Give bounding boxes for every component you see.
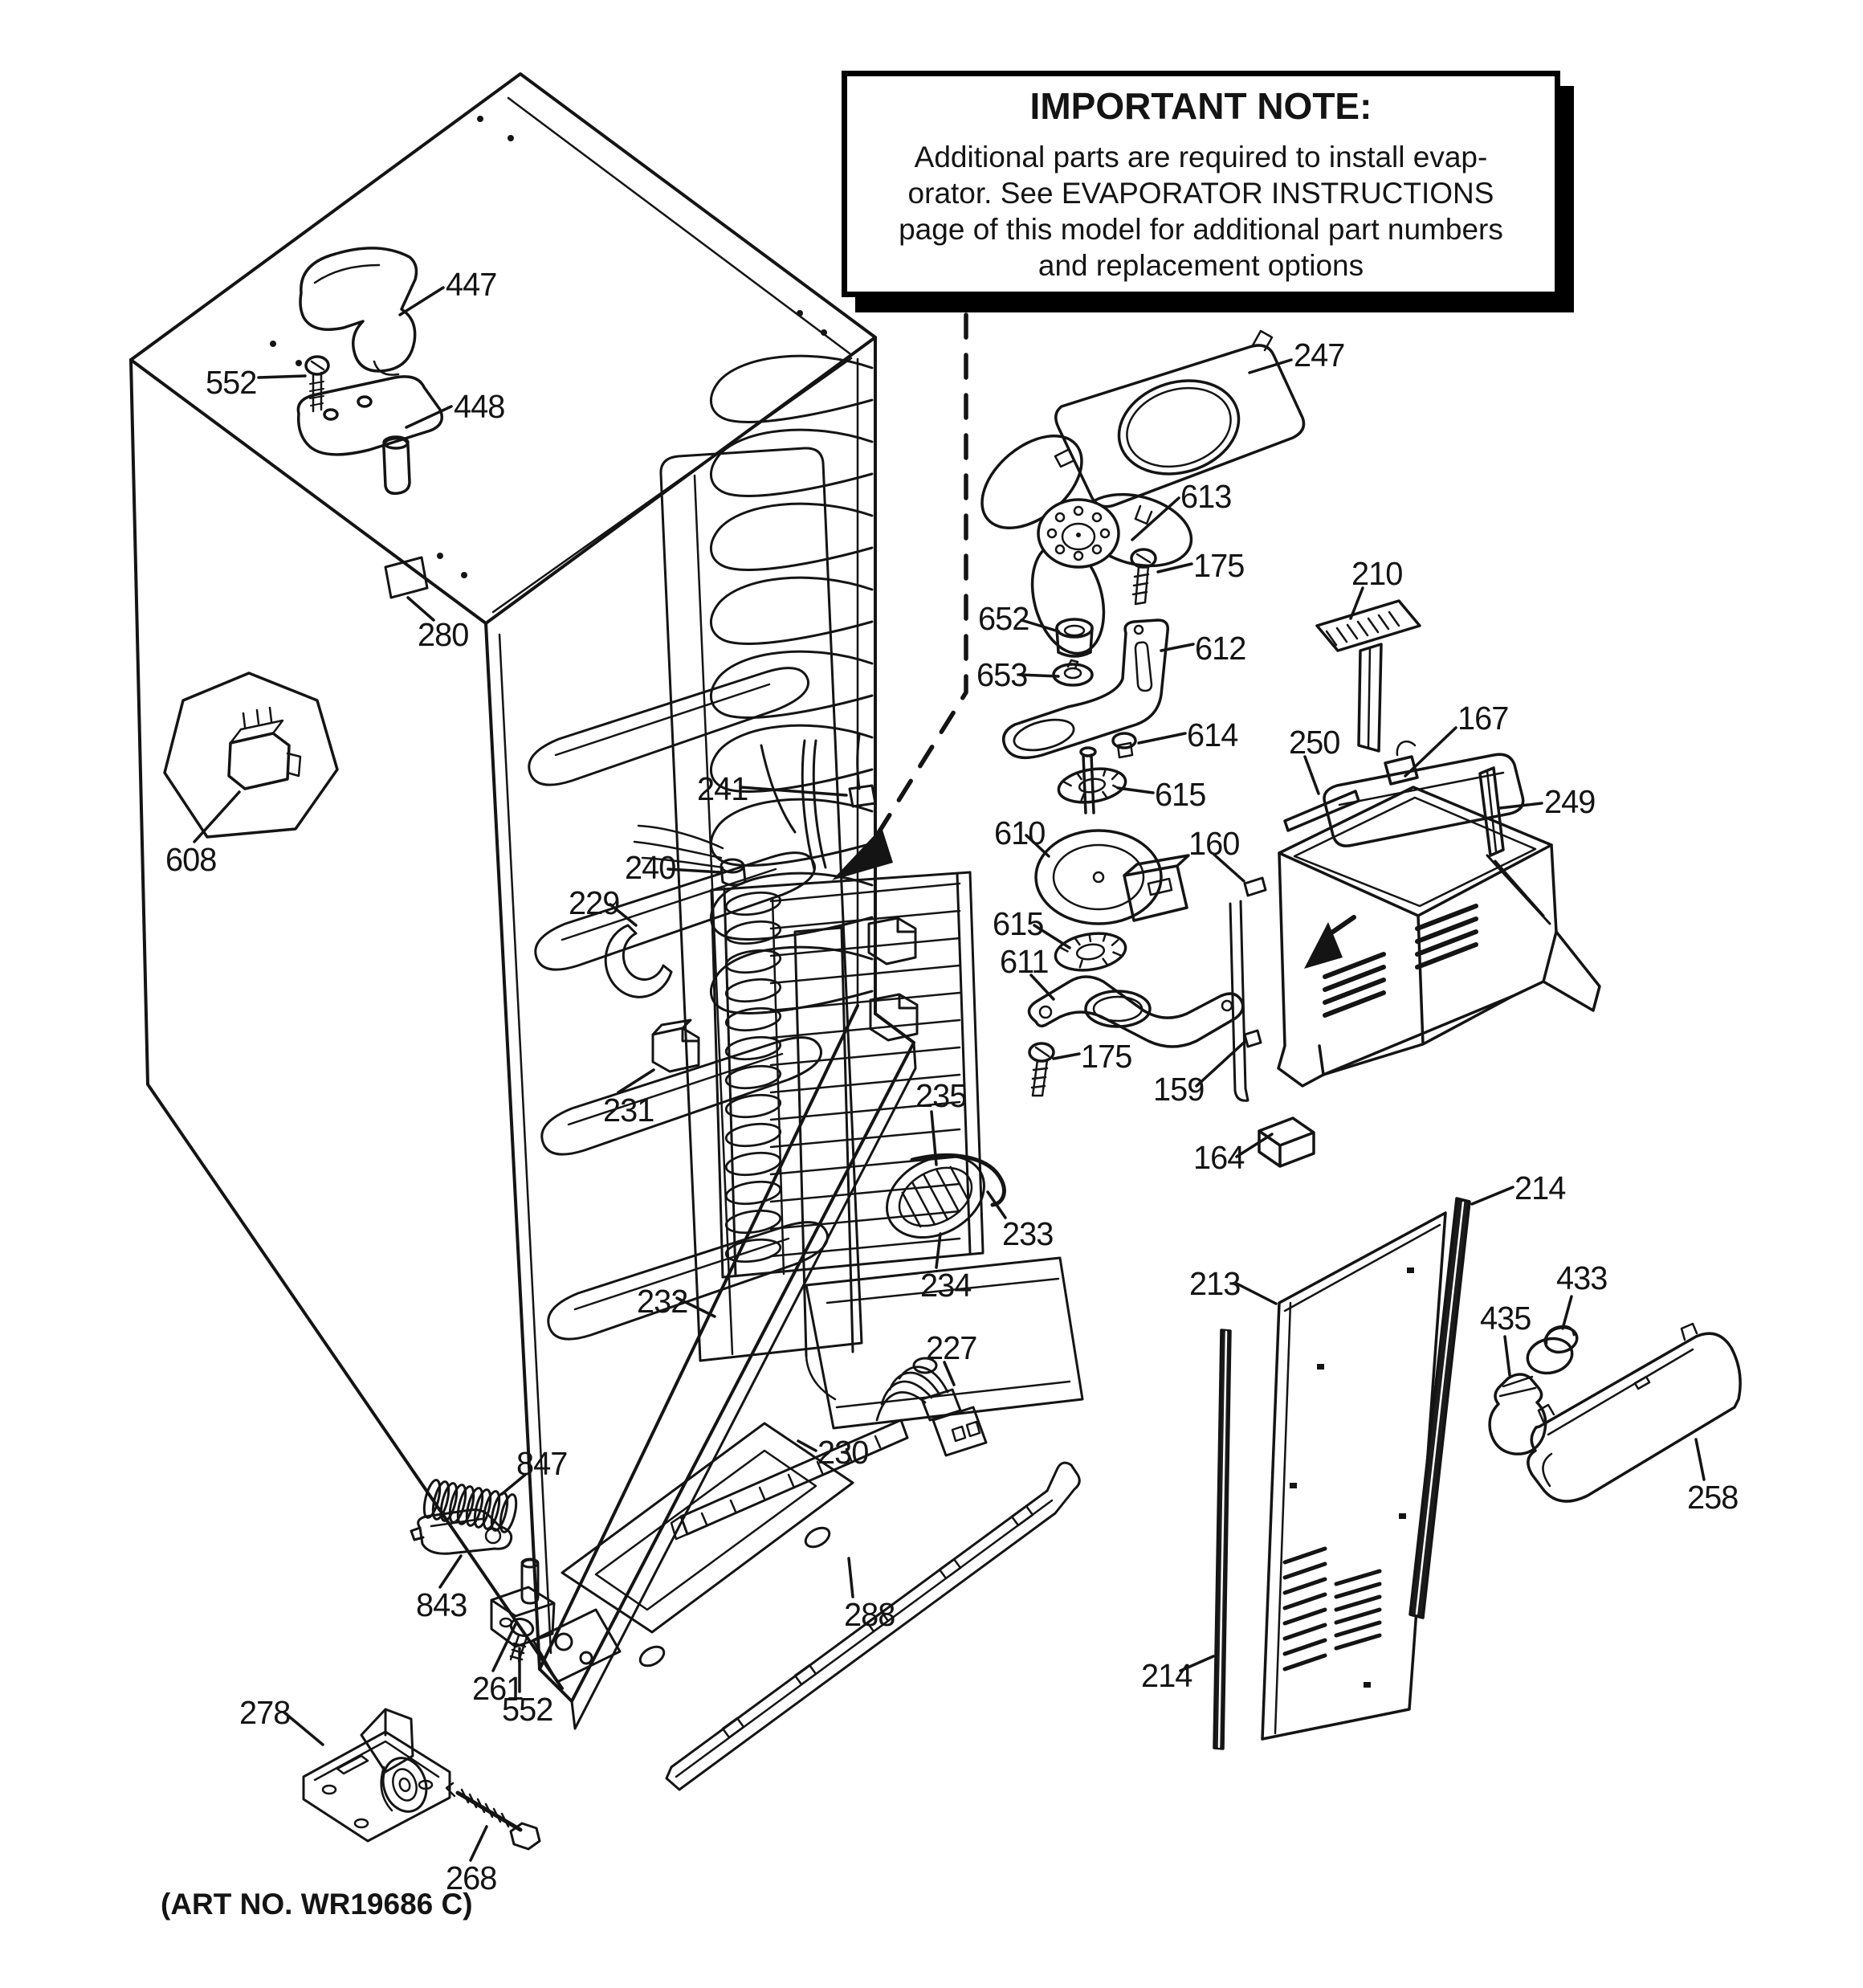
part-label-608-light-switch: 608	[165, 841, 217, 878]
note-heading: IMPORTANT NOTE:	[1029, 84, 1372, 127]
part-label-278-roller: 278	[239, 1694, 291, 1731]
part-label-213-panel: 213	[1189, 1265, 1241, 1302]
note-line-1: Additional parts are required to install evap-	[914, 140, 1488, 173]
part-label-233-tube: 233	[1002, 1215, 1054, 1252]
part-label-227-harness: 227	[926, 1329, 977, 1366]
part-label-175-fan-screw: 175	[1193, 547, 1245, 584]
part-label-843-lever: 843	[416, 1586, 467, 1623]
part-label-552-closer-screw: 552	[502, 1691, 553, 1728]
part-label-164-bracket: 164	[1193, 1139, 1245, 1176]
part-label-214-trim-left: 214	[1141, 1657, 1192, 1694]
base-parts-drawing	[304, 1479, 554, 1849]
note-line-4: and replacement options	[1037, 249, 1364, 283]
part-label-847-spring: 847	[516, 1445, 568, 1482]
light-switch-drawing	[165, 673, 337, 837]
art-number: (ART NO. WR19686 C)	[161, 1888, 473, 1921]
important-note-box	[842, 71, 1560, 297]
part-label-229-clamp: 229	[569, 884, 620, 921]
part-label-231-block: 231	[603, 1092, 654, 1129]
part-label-653-grommet: 653	[976, 656, 1028, 693]
part-label-615-washer-upper: 615	[1155, 776, 1206, 813]
part-label-210-grille: 210	[1351, 555, 1403, 592]
part-label-232-case: 232	[637, 1283, 688, 1320]
part-label-250-strip: 250	[1289, 724, 1340, 761]
part-label-288-rail: 288	[844, 1596, 895, 1633]
note-line-2: orator. See EVAPORATOR INSTRUCTIONS	[907, 176, 1494, 210]
part-label-435-bulb: 435	[1480, 1300, 1531, 1337]
part-label-175-bracket-screw: 175	[1081, 1038, 1132, 1075]
part-label-235-oval-grille: 235	[915, 1077, 967, 1114]
part-label-611-bracket: 611	[1000, 943, 1049, 980]
part-label-261-bracket: 261	[472, 1670, 524, 1707]
part-label-448-hinge-bracket: 448	[454, 388, 505, 425]
part-label-249-trim: 249	[1544, 783, 1596, 820]
part-label-610-motor: 610	[994, 814, 1046, 851]
icemaker-housing-drawing	[1230, 601, 1600, 1166]
part-label-214-trim-right: 214	[1514, 1170, 1566, 1206]
part-label-268-bolt: 268	[446, 1859, 497, 1896]
leader-lines	[194, 288, 1704, 1860]
part-label-613-fan-blade: 613	[1180, 478, 1232, 515]
part-label-258-shield: 258	[1687, 1479, 1739, 1516]
part-label-552-hinge-screw: 552	[206, 364, 257, 401]
note-line-3: page of this model for additional part numbers	[899, 213, 1503, 246]
part-label-240-clip: 240	[625, 849, 676, 886]
part-label-241-thermistor: 241	[697, 770, 748, 807]
fan-assembly-drawing	[965, 331, 1304, 1096]
part-label-247-fan-cover: 247	[1294, 337, 1345, 374]
rear-panel-drawing	[1214, 1198, 1470, 1749]
part-label-614-stud: 614	[1187, 716, 1238, 753]
part-label-230-trough: 230	[817, 1434, 869, 1471]
part-label-167-icemaker: 167	[1457, 700, 1509, 737]
part-label-160-spacer: 160	[1188, 825, 1240, 862]
part-label-234-grommet: 234	[920, 1267, 972, 1304]
vent-louvers	[1285, 1549, 1380, 1669]
part-label-280-duct-cover: 280	[418, 616, 469, 653]
part-label-447-hinge-cover: 447	[446, 266, 497, 303]
part-label-159-clip: 159	[1153, 1071, 1205, 1108]
top-hinge-drawing	[298, 248, 442, 493]
part-label-615-washer-lower: 615	[993, 905, 1044, 942]
part-label-433-socket: 433	[1556, 1259, 1608, 1296]
star-washer-lower	[1053, 929, 1128, 974]
part-label-652-grommet: 652	[978, 600, 1029, 637]
part-label-612-bracket: 612	[1195, 630, 1246, 667]
